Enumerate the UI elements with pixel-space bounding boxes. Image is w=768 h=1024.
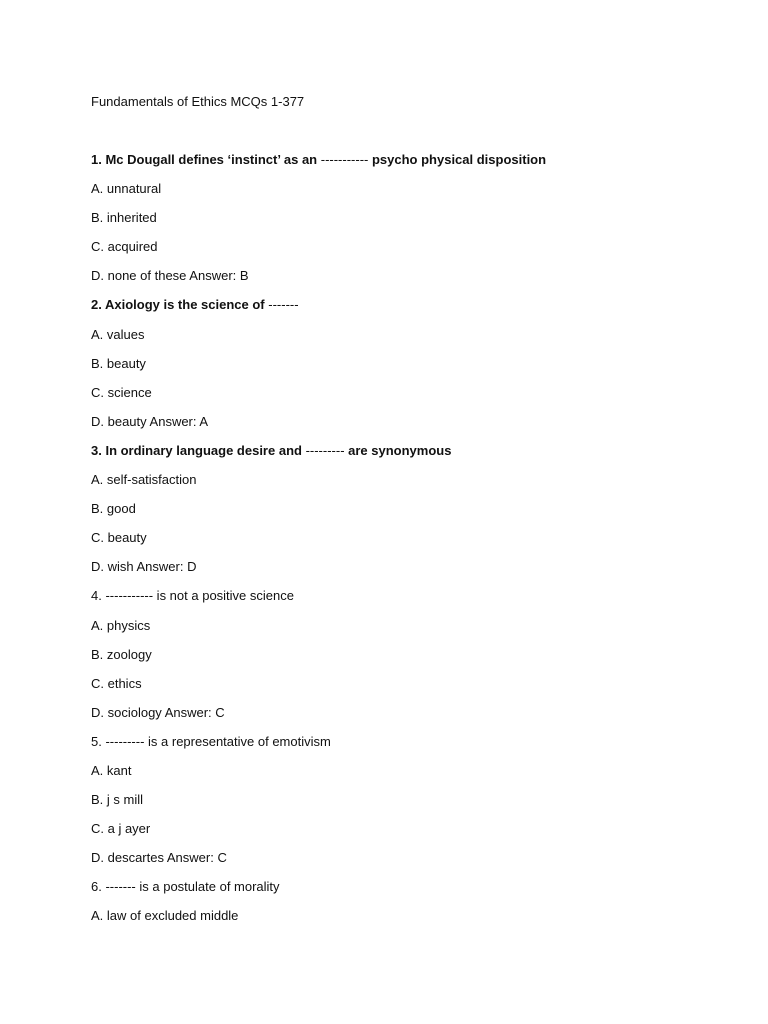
answer-option: A. law of excluded middle (91, 908, 239, 924)
answer-option: C. beauty (91, 530, 147, 546)
question-text (91, 442, 731, 471)
question-text-part: 6. ------- is a postulate of morality (91, 879, 280, 895)
question-text-part: 2. Axiology is the science of (91, 297, 269, 313)
answer-option: B. beauty (91, 355, 146, 371)
answer-option: B. good (91, 501, 136, 517)
answer-option: B. j s mill (91, 792, 143, 808)
answer-option: C. acquired (91, 239, 158, 255)
answer-option: D. sociology Answer: C (91, 704, 225, 720)
question-text-part: psycho physical disposition (368, 152, 547, 167)
answer-option: C. science (91, 384, 152, 400)
answer-option: C. ethics (91, 675, 142, 691)
answer-option: A. kant (91, 762, 132, 778)
answer-option: B. inherited (91, 210, 157, 226)
answer-option: D. beauty Answer: A (91, 413, 209, 429)
answer-option: D. wish Answer: D (91, 559, 197, 575)
question-text (91, 296, 731, 325)
answer-option: A. values (91, 326, 145, 342)
answer-option: A. self-satisfaction (91, 472, 197, 488)
question-text (91, 878, 731, 907)
question-text-part: 1. Mc Dougall defines ‘instinct’ as an (91, 152, 321, 167)
answer-option: C. a j ayer (91, 821, 151, 837)
answer-option: D. none of these Answer: B (91, 268, 249, 284)
answer-option: D. descartes Answer: C (91, 850, 227, 866)
question-text-part: --------- (305, 442, 345, 458)
answer-option: A. unnatural (91, 181, 162, 197)
question-text-part: ------- (268, 297, 299, 313)
question-text-part: ----------- (320, 152, 369, 167)
question-text-part: 5. --------- is a representative of emotivism (91, 733, 331, 749)
answer-option: A. physics (91, 617, 151, 633)
answer-option: B. zoology (91, 646, 152, 662)
question-text (91, 733, 731, 762)
question-text (91, 587, 731, 616)
question-text-part: 3. In ordinary language desire and (91, 442, 306, 458)
document-title: Fundamentals of Ethics MCQs 1-377 (91, 94, 305, 109)
mcq-list (91, 151, 731, 937)
question-text (91, 151, 731, 180)
question-text-part: 4. ----------- is not a positive science (91, 588, 294, 604)
question-text-part: are synonymous (344, 442, 452, 458)
